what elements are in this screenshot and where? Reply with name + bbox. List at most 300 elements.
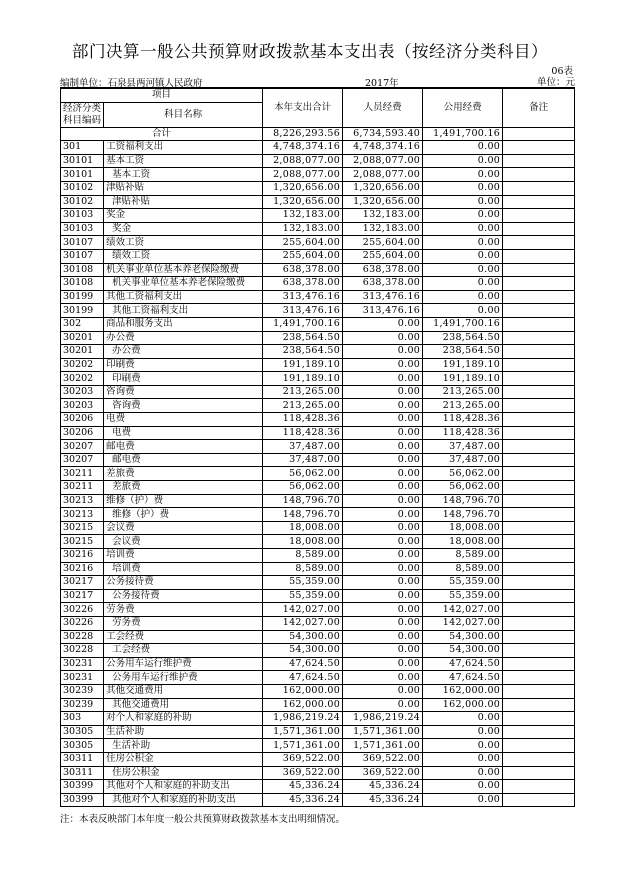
row-code: 30216 — [61, 549, 104, 563]
row-total: 638,378.00 — [263, 263, 343, 277]
row-code: 30215 — [61, 535, 104, 549]
row-name: 电费 — [104, 426, 263, 440]
row-note — [503, 249, 575, 263]
row-name: 生活补助 — [104, 739, 263, 753]
row-note — [503, 154, 575, 168]
row-public: 0.00 — [423, 304, 503, 318]
table-row — [61, 304, 575, 318]
row-name: 其他对个人和家庭的补助支出 — [104, 793, 263, 807]
row-total: 56,062.00 — [263, 481, 343, 495]
row-public: 0.00 — [423, 236, 503, 250]
row-code: 30228 — [61, 630, 104, 644]
row-code: 30305 — [61, 725, 104, 739]
table-row — [61, 712, 575, 726]
row-personnel: 0.00 — [343, 549, 423, 563]
table-row — [61, 345, 575, 359]
row-note — [503, 222, 575, 236]
table-row — [61, 249, 575, 263]
row-total: 2,088,077.00 — [263, 154, 343, 168]
row-personnel: 0.00 — [343, 317, 423, 331]
row-name: 培训费 — [104, 549, 263, 563]
row-total: 37,487.00 — [263, 440, 343, 454]
row-personnel: 0.00 — [343, 494, 423, 508]
row-public: 162,000.00 — [423, 698, 503, 712]
row-name: 办公费 — [104, 331, 263, 345]
row-personnel: 0.00 — [343, 644, 423, 658]
table-row — [61, 752, 575, 766]
sum-personnel: 6,734,593.40 — [343, 127, 423, 141]
header-note: 备注 — [503, 89, 575, 128]
row-code: 30213 — [61, 494, 104, 508]
row-public: 8,589.00 — [423, 549, 503, 563]
row-code: 30202 — [61, 358, 104, 372]
expenditure-table — [60, 88, 575, 807]
row-total: 238,564.50 — [263, 331, 343, 345]
row-code: 30206 — [61, 413, 104, 427]
table-row — [61, 616, 575, 630]
row-name: 邮电费 — [104, 453, 263, 467]
row-public: 0.00 — [423, 141, 503, 155]
row-name: 办公费 — [104, 345, 263, 359]
row-code: 30103 — [61, 222, 104, 236]
table-row — [61, 576, 575, 590]
row-total: 1,491,700.16 — [263, 317, 343, 331]
table-row — [61, 195, 575, 209]
row-code: 30103 — [61, 209, 104, 223]
row-total: 1,571,361.00 — [263, 725, 343, 739]
row-public: 142,027.00 — [423, 616, 503, 630]
row-note — [503, 426, 575, 440]
row-total: 56,062.00 — [263, 467, 343, 481]
row-public: 0.00 — [423, 290, 503, 304]
row-personnel: 0.00 — [343, 535, 423, 549]
sum-public: 1,491,700.16 — [423, 127, 503, 141]
row-total: 45,336.24 — [263, 793, 343, 807]
table-row — [61, 698, 575, 712]
row-code: 30201 — [61, 331, 104, 345]
row-note — [503, 508, 575, 522]
row-public: 37,487.00 — [423, 453, 503, 467]
sum-label: 合计 — [61, 127, 263, 141]
row-total: 213,265.00 — [263, 399, 343, 413]
row-name: 公务接待费 — [104, 576, 263, 590]
row-total: 1,571,361.00 — [263, 739, 343, 753]
row-public: 47,624.50 — [423, 657, 503, 671]
row-personnel: 0.00 — [343, 589, 423, 603]
row-note — [503, 521, 575, 535]
table-row — [61, 154, 575, 168]
table-row — [61, 222, 575, 236]
table-row — [61, 181, 575, 195]
row-public: 0.00 — [423, 277, 503, 291]
header-item: 项目 — [61, 89, 263, 103]
row-code: 30101 — [61, 154, 104, 168]
row-note — [503, 698, 575, 712]
row-total: 142,027.00 — [263, 616, 343, 630]
row-name: 住房公积金 — [104, 752, 263, 766]
table-row — [61, 399, 575, 413]
row-note — [503, 535, 575, 549]
report-year: 2017年 — [365, 78, 399, 89]
row-code: 30102 — [61, 195, 104, 209]
row-note — [503, 331, 575, 345]
table-row — [61, 535, 575, 549]
row-public: 0.00 — [423, 249, 503, 263]
row-code: 30216 — [61, 562, 104, 576]
row-note — [503, 494, 575, 508]
row-public: 54,300.00 — [423, 630, 503, 644]
row-code: 30226 — [61, 616, 104, 630]
row-note — [503, 603, 575, 617]
row-note — [503, 467, 575, 481]
table-row — [61, 630, 575, 644]
row-total: 638,378.00 — [263, 277, 343, 291]
row-note — [503, 304, 575, 318]
row-name: 其他对个人和家庭的补助支出 — [104, 780, 263, 794]
row-note — [503, 399, 575, 413]
row-personnel: 1,571,361.00 — [343, 725, 423, 739]
row-public: 142,027.00 — [423, 603, 503, 617]
table-row — [61, 793, 575, 807]
row-personnel: 0.00 — [343, 603, 423, 617]
row-name: 会议费 — [104, 521, 263, 535]
row-total: 148,796.70 — [263, 494, 343, 508]
row-name: 差旅费 — [104, 481, 263, 495]
row-code: 30108 — [61, 277, 104, 291]
row-note — [503, 195, 575, 209]
sum-row — [61, 127, 575, 141]
row-public: 55,359.00 — [423, 589, 503, 603]
row-name: 其他工资福利支出 — [104, 290, 263, 304]
row-personnel: 45,336.24 — [343, 793, 423, 807]
row-code: 30206 — [61, 426, 104, 440]
table-row — [61, 467, 575, 481]
row-name: 劳务费 — [104, 603, 263, 617]
row-code: 302 — [61, 317, 104, 331]
row-code: 30203 — [61, 385, 104, 399]
row-personnel: 0.00 — [343, 508, 423, 522]
row-personnel: 0.00 — [343, 562, 423, 576]
row-note — [503, 616, 575, 630]
row-public: 118,428.36 — [423, 426, 503, 440]
row-note — [503, 576, 575, 590]
row-name: 绩效工资 — [104, 249, 263, 263]
row-public: 0.00 — [423, 263, 503, 277]
row-note — [503, 141, 575, 155]
table-row — [61, 603, 575, 617]
row-code: 30215 — [61, 521, 104, 535]
row-note — [503, 684, 575, 698]
row-total: 55,359.00 — [263, 576, 343, 590]
row-name: 津贴补贴 — [104, 195, 263, 209]
row-public: 0.00 — [423, 739, 503, 753]
table-row — [61, 671, 575, 685]
table-row — [61, 494, 575, 508]
row-name: 公务用车运行维护费 — [104, 671, 263, 685]
row-personnel: 1,986,219.24 — [343, 712, 423, 726]
row-total: 1,320,656.00 — [263, 195, 343, 209]
row-note — [503, 630, 575, 644]
table-row — [61, 508, 575, 522]
row-name: 印刷费 — [104, 372, 263, 386]
row-personnel: 0.00 — [343, 413, 423, 427]
row-personnel: 0.00 — [343, 521, 423, 535]
row-public: 148,796.70 — [423, 494, 503, 508]
row-total: 142,027.00 — [263, 603, 343, 617]
table-row — [61, 277, 575, 291]
row-personnel: 2,088,077.00 — [343, 154, 423, 168]
row-name: 住房公积金 — [104, 766, 263, 780]
table-row — [61, 684, 575, 698]
row-code: 301 — [61, 141, 104, 155]
row-total: 1,986,219.24 — [263, 712, 343, 726]
row-name: 劳务费 — [104, 616, 263, 630]
row-public: 0.00 — [423, 752, 503, 766]
row-code: 30201 — [61, 345, 104, 359]
row-public: 118,428.36 — [423, 413, 503, 427]
row-name: 咨询费 — [104, 399, 263, 413]
row-total: 369,522.00 — [263, 766, 343, 780]
table-row — [61, 413, 575, 427]
row-note — [503, 358, 575, 372]
row-name: 奖金 — [104, 222, 263, 236]
row-note — [503, 766, 575, 780]
row-note — [503, 549, 575, 563]
row-public: 0.00 — [423, 154, 503, 168]
row-personnel: 0.00 — [343, 345, 423, 359]
sum-total: 8,226,293.56 — [263, 127, 343, 141]
row-personnel: 0.00 — [343, 372, 423, 386]
row-note — [503, 793, 575, 807]
row-personnel: 0.00 — [343, 426, 423, 440]
row-name: 会议费 — [104, 535, 263, 549]
row-name: 维修（护）费 — [104, 494, 263, 508]
row-personnel: 1,320,656.00 — [343, 195, 423, 209]
table-number: 06表 — [551, 66, 573, 77]
row-public: 55,359.00 — [423, 576, 503, 590]
row-code: 30199 — [61, 290, 104, 304]
row-total: 54,300.00 — [263, 630, 343, 644]
row-name: 维修（护）费 — [104, 508, 263, 522]
row-total: 18,008.00 — [263, 535, 343, 549]
row-total: 191,189.10 — [263, 372, 343, 386]
row-total: 255,604.00 — [263, 249, 343, 263]
table-row — [61, 440, 575, 454]
row-code: 30399 — [61, 780, 104, 794]
row-code: 30226 — [61, 603, 104, 617]
row-personnel: 0.00 — [343, 467, 423, 481]
row-code: 30239 — [61, 698, 104, 712]
row-personnel: 0.00 — [343, 331, 423, 345]
row-total: 54,300.00 — [263, 644, 343, 658]
row-personnel: 0.00 — [343, 576, 423, 590]
row-total: 132,183.00 — [263, 222, 343, 236]
row-note — [503, 752, 575, 766]
row-personnel: 255,604.00 — [343, 236, 423, 250]
row-note — [503, 712, 575, 726]
row-code: 30211 — [61, 467, 104, 481]
row-name: 机关事业单位基本养老保险缴费 — [104, 263, 263, 277]
table-row — [61, 453, 575, 467]
row-public: 18,008.00 — [423, 535, 503, 549]
row-note — [503, 181, 575, 195]
table-row — [61, 331, 575, 345]
row-code: 30217 — [61, 589, 104, 603]
row-public: 0.00 — [423, 222, 503, 236]
row-code: 30311 — [61, 752, 104, 766]
row-personnel: 0.00 — [343, 684, 423, 698]
table-row — [61, 644, 575, 658]
row-public: 191,189.10 — [423, 372, 503, 386]
row-code: 30107 — [61, 236, 104, 250]
row-name: 奖金 — [104, 209, 263, 223]
row-note — [503, 168, 575, 182]
header-total: 本年支出合计 — [263, 89, 343, 128]
row-personnel: 313,476.16 — [343, 304, 423, 318]
row-personnel: 2,088,077.00 — [343, 168, 423, 182]
row-public: 0.00 — [423, 168, 503, 182]
row-public: 0.00 — [423, 195, 503, 209]
row-name: 其他工资福利支出 — [104, 304, 263, 318]
row-note — [503, 277, 575, 291]
table-row — [61, 562, 575, 576]
row-code: 30239 — [61, 684, 104, 698]
row-total: 8,589.00 — [263, 549, 343, 563]
row-code: 30211 — [61, 481, 104, 495]
row-personnel: 0.00 — [343, 657, 423, 671]
row-note — [503, 372, 575, 386]
row-note — [503, 589, 575, 603]
row-total: 118,428.36 — [263, 413, 343, 427]
row-code: 30207 — [61, 440, 104, 454]
row-personnel: 0.00 — [343, 385, 423, 399]
row-total: 18,008.00 — [263, 521, 343, 535]
table-row — [61, 372, 575, 386]
row-note — [503, 209, 575, 223]
table-row — [61, 549, 575, 563]
row-note — [503, 440, 575, 454]
table-row — [61, 236, 575, 250]
row-name: 基本工资 — [104, 168, 263, 182]
row-personnel: 0.00 — [343, 630, 423, 644]
row-total: 191,189.10 — [263, 358, 343, 372]
row-public: 18,008.00 — [423, 521, 503, 535]
row-public: 0.00 — [423, 780, 503, 794]
table-row — [61, 589, 575, 603]
row-code: 30199 — [61, 304, 104, 318]
row-code: 30213 — [61, 508, 104, 522]
row-name: 对个人和家庭的补助 — [104, 712, 263, 726]
row-code: 30101 — [61, 168, 104, 182]
row-name: 差旅费 — [104, 467, 263, 481]
row-name: 绩效工资 — [104, 236, 263, 250]
row-public: 54,300.00 — [423, 644, 503, 658]
row-note — [503, 725, 575, 739]
row-code: 30203 — [61, 399, 104, 413]
table-row — [61, 168, 575, 182]
row-name: 电费 — [104, 413, 263, 427]
header-code: 经济分类科目编码 — [61, 102, 104, 127]
row-note — [503, 263, 575, 277]
table-row — [61, 290, 575, 304]
table-row — [61, 426, 575, 440]
row-code: 30399 — [61, 793, 104, 807]
footnote: 注：本表反映部门本年度一般公共预算财政拨款基本支出明细情况。 — [60, 814, 346, 825]
row-code: 30217 — [61, 576, 104, 590]
row-name: 工资福利支出 — [104, 141, 263, 155]
row-code: 30231 — [61, 657, 104, 671]
row-name: 公务接待费 — [104, 589, 263, 603]
table-row — [61, 725, 575, 739]
table-row — [61, 481, 575, 495]
row-note — [503, 290, 575, 304]
row-code: 30102 — [61, 181, 104, 195]
row-note — [503, 385, 575, 399]
row-public: 56,062.00 — [423, 481, 503, 495]
row-name: 印刷费 — [104, 358, 263, 372]
row-total: 148,796.70 — [263, 508, 343, 522]
row-personnel: 132,183.00 — [343, 209, 423, 223]
header-personnel: 人员经费 — [343, 89, 423, 128]
row-note — [503, 671, 575, 685]
sum-note — [503, 127, 575, 141]
row-total: 238,564.50 — [263, 345, 343, 359]
row-personnel: 369,522.00 — [343, 766, 423, 780]
row-total: 45,336.24 — [263, 780, 343, 794]
table-row — [61, 358, 575, 372]
row-note — [503, 317, 575, 331]
row-code: 30207 — [61, 453, 104, 467]
table-row — [61, 739, 575, 753]
row-note — [503, 780, 575, 794]
row-note — [503, 413, 575, 427]
row-public: 0.00 — [423, 712, 503, 726]
row-personnel: 0.00 — [343, 616, 423, 630]
row-code: 30311 — [61, 766, 104, 780]
row-personnel: 1,320,656.00 — [343, 181, 423, 195]
row-code: 30108 — [61, 263, 104, 277]
row-personnel: 0.00 — [343, 358, 423, 372]
row-code: 30202 — [61, 372, 104, 386]
row-note — [503, 236, 575, 250]
row-total: 132,183.00 — [263, 209, 343, 223]
row-personnel: 0.00 — [343, 671, 423, 685]
row-public: 238,564.50 — [423, 331, 503, 345]
row-personnel: 0.00 — [343, 440, 423, 454]
row-code: 30305 — [61, 739, 104, 753]
row-public: 162,000.00 — [423, 684, 503, 698]
table-row — [61, 141, 575, 155]
row-code: 30107 — [61, 249, 104, 263]
row-name: 培训费 — [104, 562, 263, 576]
row-code: 30228 — [61, 644, 104, 658]
row-note — [503, 657, 575, 671]
row-public: 47,624.50 — [423, 671, 503, 685]
header-name: 科目名称 — [104, 102, 263, 127]
row-total: 8,589.00 — [263, 562, 343, 576]
row-public: 8,589.00 — [423, 562, 503, 576]
row-note — [503, 644, 575, 658]
row-personnel: 638,378.00 — [343, 277, 423, 291]
row-total: 369,522.00 — [263, 752, 343, 766]
header-public: 公用经费 — [423, 89, 503, 128]
row-total: 1,320,656.00 — [263, 181, 343, 195]
table-row — [61, 263, 575, 277]
row-name: 其他交通费用 — [104, 698, 263, 712]
row-total: 47,624.50 — [263, 671, 343, 685]
row-public: 0.00 — [423, 181, 503, 195]
row-personnel: 0.00 — [343, 453, 423, 467]
